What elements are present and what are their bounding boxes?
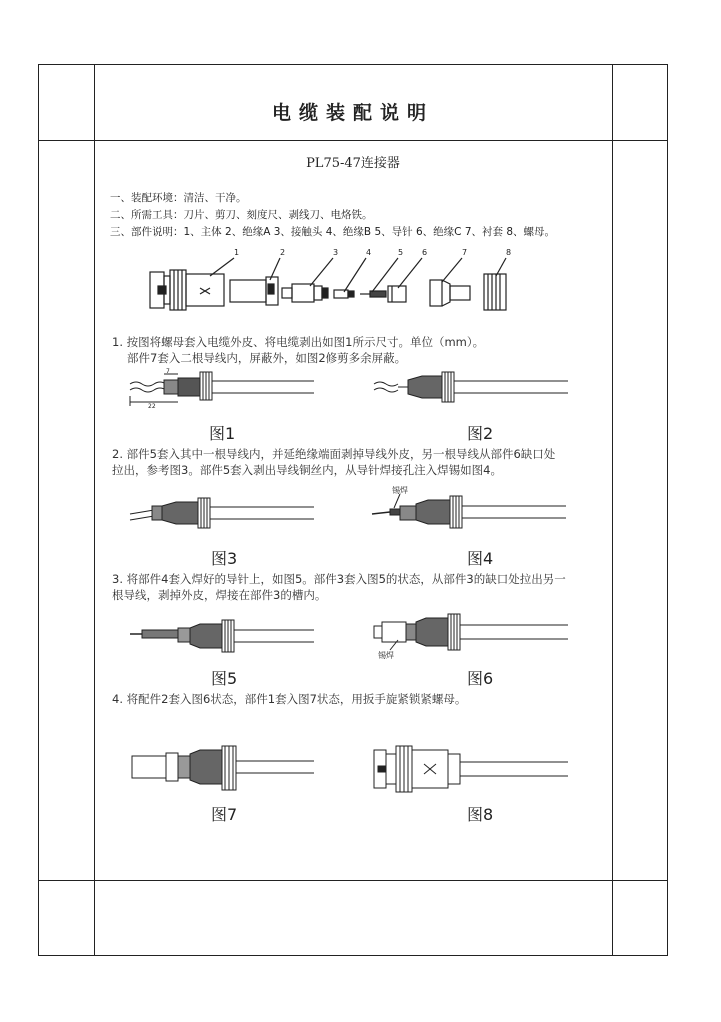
step-2-text: 2. 部件5套入其中一根导线内，并延绝缘端面剥掉导线外皮，另一根导线从部件6缺口处 bbox=[112, 447, 556, 461]
part-number-label: 7 bbox=[462, 248, 468, 257]
part-1-body bbox=[150, 270, 224, 310]
header-divider bbox=[38, 140, 668, 141]
required-tools: 二、所需工具：刀片、剪刀、刻度尺、剥线刀、电烙铁。 bbox=[110, 209, 373, 221]
figure-8-diagram bbox=[372, 740, 572, 796]
part-3-contact bbox=[282, 284, 328, 302]
part-number-label: 1 bbox=[234, 248, 240, 257]
connector-model: PL75-47连接器 bbox=[306, 156, 400, 171]
dimension-7: 7 bbox=[166, 368, 170, 375]
figure-4-diagram bbox=[370, 486, 570, 534]
figure-8-label: 图8 bbox=[467, 805, 494, 824]
part-8-nut bbox=[484, 274, 506, 310]
figure-5-label: 图5 bbox=[211, 669, 238, 688]
figure-5-diagram bbox=[128, 616, 318, 656]
solder-annotation: 锡焊 bbox=[378, 651, 394, 660]
part-number-label: 4 bbox=[366, 248, 372, 257]
step-3-text: 3. 将部件4套入焊好的导针上，如图5。部件3套入图5的状态，从部件3的缺口处拉出另一 bbox=[112, 572, 566, 586]
part-number-label: 5 bbox=[398, 248, 404, 257]
figure-6-diagram bbox=[372, 612, 572, 660]
figure-2-label: 图2 bbox=[467, 424, 494, 443]
solder-annotation: 锡焊 bbox=[392, 486, 408, 495]
figure-6-label: 图6 bbox=[467, 669, 494, 688]
part-number-label: 3 bbox=[333, 248, 339, 257]
step-1-text: 1. 按图将螺母套入电缆外皮、将电缆剥出如图1所示尺寸。单位（mm）。 bbox=[112, 335, 485, 349]
exploded-parts-diagram bbox=[130, 244, 530, 324]
part-2-insulator-a bbox=[230, 277, 278, 305]
figure-3-label: 图3 bbox=[211, 549, 238, 568]
figure-1-label: 图1 bbox=[209, 424, 236, 443]
step-3-text-cont: 根导线，剥掉外皮，焊接在部件3的槽内。 bbox=[112, 588, 327, 602]
step-1-text-cont: 部件7套入二根导线内，屏蔽外，如图2修剪多余屏蔽。 bbox=[127, 351, 407, 365]
part-number-label: 2 bbox=[280, 248, 286, 257]
part-number-label: 6 bbox=[422, 248, 428, 257]
part-6-insulator-c bbox=[388, 286, 406, 302]
figure-7-label: 图7 bbox=[211, 805, 238, 824]
part-5-pin bbox=[360, 291, 386, 297]
figure-1-diagram bbox=[128, 368, 318, 408]
dimension-22: 22 bbox=[148, 403, 156, 410]
figure-4-label: 图4 bbox=[467, 549, 494, 568]
right-column-divider bbox=[612, 64, 613, 956]
left-column-divider bbox=[94, 64, 95, 956]
assembly-environment: 一、装配环境：清洁、干净。 bbox=[110, 192, 247, 204]
footer-divider bbox=[38, 880, 668, 881]
document-title: 电缆装配说明 bbox=[271, 102, 434, 124]
step-4-text: 4. 将配件2套入图6状态，部件1套入图7状态，用扳手旋紧锁紧螺母。 bbox=[112, 692, 467, 706]
figure-7-diagram bbox=[128, 744, 318, 792]
figure-2-diagram bbox=[372, 368, 572, 408]
part-7-bushing bbox=[430, 280, 470, 306]
parts-description: 三、部件说明：1、主体 2、绝缘A 3、接触头 4、绝缘B 5、导针 6、绝缘C 7、衬套 8、螺母。 bbox=[110, 226, 556, 238]
step-2-text-cont: 拉出，参考图3。部件5套入剥出导线铜丝内，从导针焊接孔注入焊锡如图4。 bbox=[112, 463, 502, 477]
figure-3-diagram bbox=[128, 494, 318, 534]
part-number-label: 8 bbox=[506, 248, 512, 257]
